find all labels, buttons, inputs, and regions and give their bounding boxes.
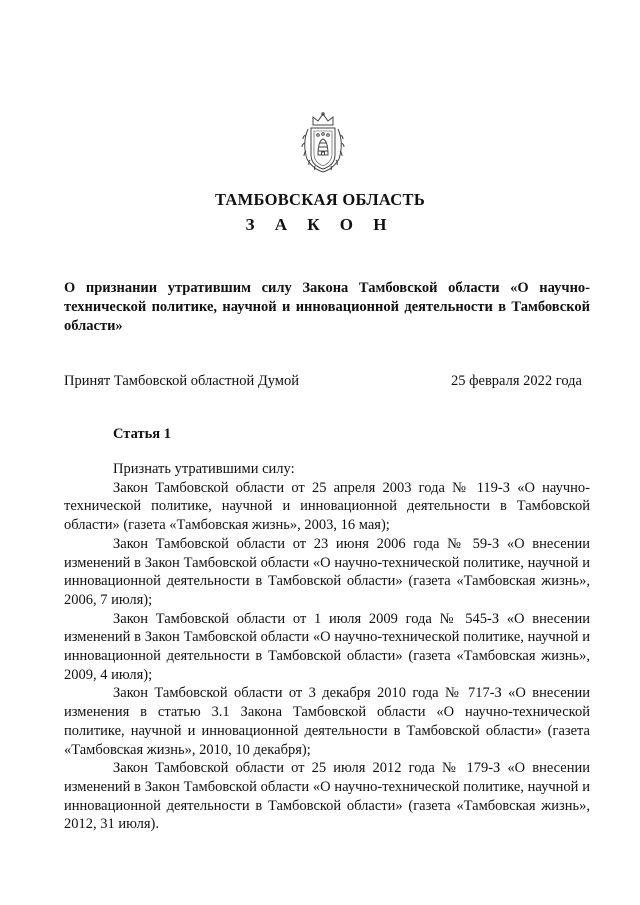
article-item: Закон Тамбовской области от 3 декабря 2010 года № 717-З «О внесении изменения в статью 3.1 Закона Тамбовской области «О научно-технической политике, научной и инновационной деятельности в Тамбовской области» (газета «Тамбовская жизнь», 2010, 10 декабря); — [64, 685, 590, 758]
adoption-date: 25 февраля 2022 года — [450, 373, 582, 389]
tambov-region-coat-of-arms-icon — [299, 111, 347, 175]
article-intro: Признать утратившими силу: — [113, 461, 295, 477]
adoption-row — [64, 373, 590, 393]
region-title: ТАМБОВСКАЯ ОБЛАСТЬ — [214, 190, 426, 209]
law-title: З А К О Н — [245, 215, 395, 234]
adopted-by: Принят Тамбовской областной Думой — [64, 373, 299, 389]
article-item: Закон Тамбовской области от 25 июля 2012 года № 179-З «О внесении изменений в Закон Тамбовской области «О научно-технической политике, научной и инновационной деятельности в Тамбовской области» (газета «Тамбовская жизнь», 2012, 31 июля). — [64, 760, 590, 833]
article-item: Закон Тамбовской области от 25 апреля 2003 года № 119-З «О научно-технической политике, научной и инновационной деятельности в Тамбовской области» (газета «Тамбовская жизнь», 2003, 16 мая); — [64, 479, 590, 534]
article-heading: Статья 1 — [113, 426, 171, 442]
article-item: Закон Тамбовской области от 23 июня 2006 года № 59-З «О внесении изменений в Закон Тамбовской области «О научно-технической политике, научной и инновационной деятельности в Тамбовской области» (газета «Тамбовская жизнь», 2006, 7 июля); — [64, 535, 590, 608]
law-name: О признании утратившим силу Закона Тамбовской области «О научно-технической политике, научной и инновационной деятельности в Тамбовской области» — [64, 280, 590, 334]
article-item: Закон Тамбовской области от 1 июля 2009 года № 545-З «О внесении изменений в Закон Тамбовской области «О научно-технической политике, научной и инновационной деятельности в Тамбовской области» (газета «Тамбовская жизнь», 2009, 4 июля); — [64, 610, 590, 683]
article-body — [64, 460, 590, 834]
